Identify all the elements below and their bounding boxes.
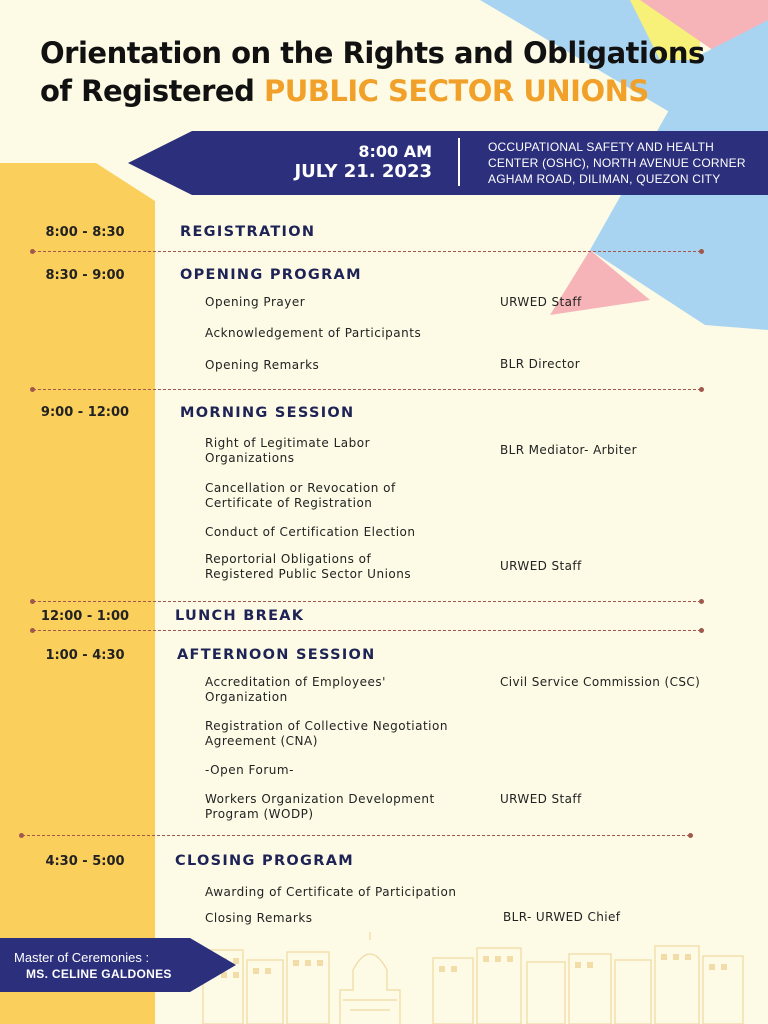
closing-speaker-2: BLR- URWED Chief — [503, 910, 621, 924]
closing-item-1: Awarding of Certificate of Participation — [205, 885, 457, 899]
time-sidebar — [0, 163, 160, 1024]
morning-item-4 — [205, 552, 485, 582]
mc-label: Master of Ceremonies : — [14, 950, 150, 965]
banner-separator — [458, 138, 460, 186]
page-title — [40, 34, 740, 110]
morning-item-3 — [205, 525, 485, 540]
closing-item-2: Closing Remarks — [205, 911, 313, 925]
closing-heading: CLOSING PROGRAM — [175, 853, 354, 869]
morning-item-1-line-1: Right of Legitimate Labor — [205, 436, 371, 450]
afternoon-time: 1:00 - 4:30 — [45, 648, 125, 663]
opening-speaker-1: URWED Staff — [500, 295, 582, 309]
title-prefix: of Registered — [40, 74, 255, 108]
venue-line-1: OCCUPATIONAL SAFETY AND HEALTH — [488, 140, 715, 154]
afternoon-item-2-line-2: Agreement (CNA) — [205, 734, 318, 748]
afternoon-item-4-line-2: Program (WODP) — [205, 807, 314, 821]
title-accent: PUBLIC SECTOR UNIONS — [263, 74, 649, 108]
opening-item-1: Opening Prayer — [205, 295, 306, 309]
afternoon-item-3 — [205, 763, 485, 778]
morning-item-1 — [205, 436, 485, 466]
afternoon-item-2 — [205, 719, 485, 749]
morning-item-4-line-2: Registered Public Sector Unions — [205, 567, 412, 581]
divider — [33, 630, 701, 631]
morning-item-2 — [205, 481, 485, 511]
title-line-1: Orientation on the Rights and Obligations — [40, 36, 705, 70]
divider — [33, 601, 701, 602]
afternoon-item-1 — [205, 675, 485, 705]
morning-speaker-4: URWED Staff — [500, 559, 582, 573]
divider — [22, 835, 690, 836]
afternoon-item-4-line-1: Workers Organization Development — [205, 792, 435, 806]
morning-item-1-line-2: Organizations — [205, 451, 295, 465]
mc-banner — [0, 938, 236, 992]
event-datetime — [294, 143, 432, 183]
morning-time: 9:00 - 12:00 — [40, 405, 130, 420]
closing-time: 4:30 - 5:00 — [45, 854, 125, 869]
venue-line-2: CENTER (OSHC), NORTH AVENUE CORNER — [488, 156, 746, 170]
afternoon-heading: AFTERNOON SESSION — [177, 647, 376, 663]
divider — [33, 389, 701, 390]
opening-heading: OPENING PROGRAM — [180, 267, 362, 283]
opening-speaker-3: BLR Director — [500, 357, 581, 371]
event-time: 8:00 AM — [358, 142, 432, 161]
event-date: JULY 21. 2023 — [294, 161, 432, 182]
mc-name: MS. CELINE GALDONES — [26, 967, 172, 981]
registration-heading: REGISTRATION — [180, 224, 316, 240]
lunch-heading: LUNCH BREAK — [175, 608, 305, 624]
morning-item-2-line-1: Cancellation or Revocation of — [205, 481, 396, 495]
morning-item-2-line-2: Certificate of Registration — [205, 496, 373, 510]
afternoon-item-1-line-2: Organization — [205, 690, 288, 704]
lunch-time: 12:00 - 1:00 — [40, 609, 130, 624]
afternoon-item-3-line-1: -Open Forum- — [205, 763, 294, 777]
divider — [33, 251, 701, 252]
opening-item-3: Opening Remarks — [205, 358, 320, 372]
afternoon-item-4 — [205, 792, 485, 822]
afternoon-speaker-4: URWED Staff — [500, 792, 582, 806]
afternoon-item-2-line-1: Registration of Collective Negotiation — [205, 719, 448, 733]
venue-line-3: AGHAM ROAD, DILIMAN, QUEZON CITY — [488, 172, 721, 186]
morning-item-3-line-1: Conduct of Certification Election — [205, 525, 416, 539]
afternoon-speaker-1: Civil Service Commission (CSC) — [500, 675, 701, 689]
title-line-2 — [40, 72, 740, 110]
city-skyline-illustration — [165, 930, 768, 1024]
morning-heading: MORNING SESSION — [180, 405, 355, 421]
opening-time: 8:30 - 9:00 — [45, 268, 125, 283]
registration-time: 8:00 - 8:30 — [45, 225, 125, 240]
afternoon-item-1-line-1: Accreditation of Employees' — [205, 675, 386, 689]
opening-item-2: Acknowledgement of Participants — [205, 326, 422, 340]
event-venue — [488, 139, 758, 187]
morning-item-4-line-1: Reportorial Obligations of — [205, 552, 372, 566]
morning-speaker-1: BLR Mediator- Arbiter — [500, 443, 637, 457]
